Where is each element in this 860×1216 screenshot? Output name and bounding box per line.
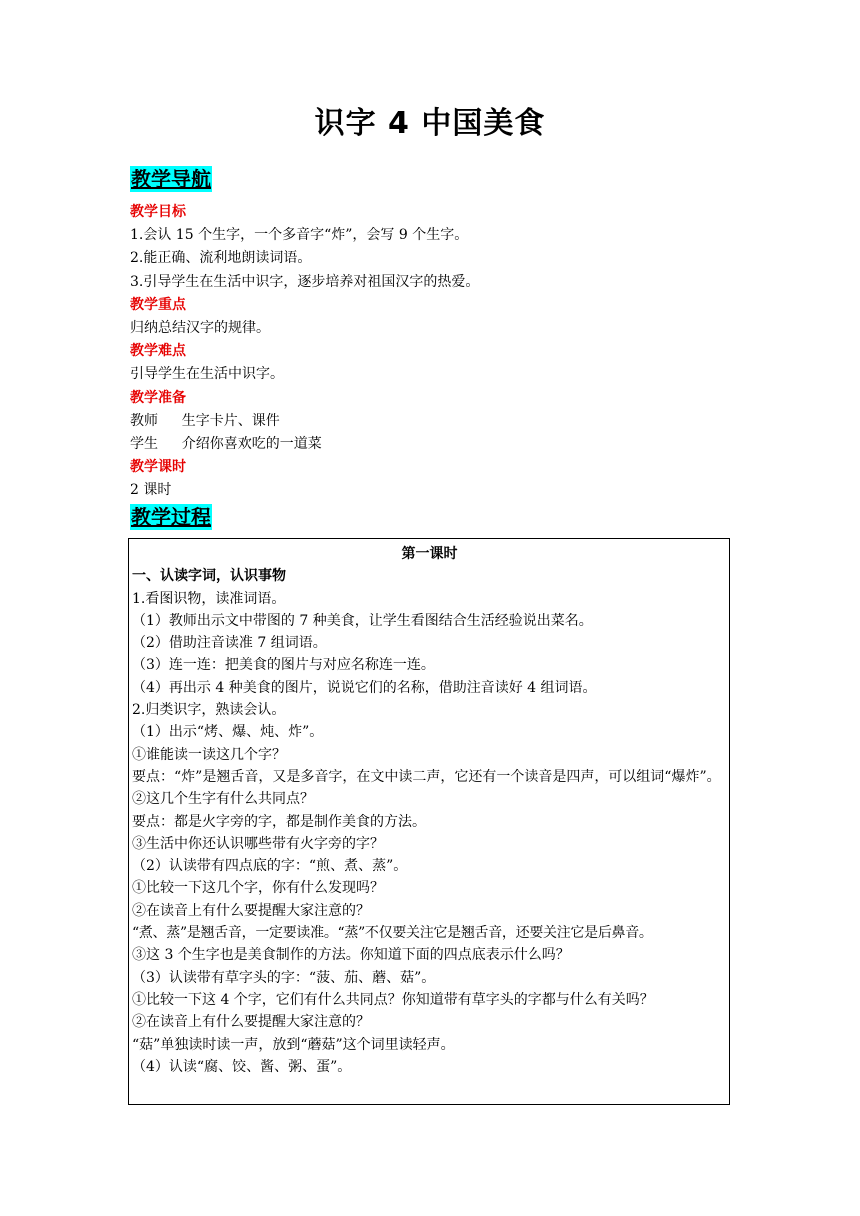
process-line: （2）认读带有四点底的字：“煎、煮、蒸”。 (132, 858, 408, 875)
goal-item: 3.引导学生在生活中识字，逐步培养对祖国汉字的热爱。 (130, 273, 480, 290)
teacher-items: 生字卡片、课件 (181, 412, 280, 429)
process-line: （3）连一连：把美食的图片与对应名称连一连。 (132, 657, 435, 674)
goal-item: 2.能正确、流利地朗读词语。 (130, 250, 312, 267)
teaching-navigation (130, 201, 730, 503)
period-title: 第一课时 (401, 546, 458, 562)
periods-text: 2 课时 (130, 482, 172, 499)
process-line: （4）再出示 4 种美食的图片，说说它们的名称，借助注音读好 4 组词语。 (132, 679, 597, 696)
process-line: 要点：“炸”是翘舌音，又是多音字，在文中读二声，它还有一个读音是四声，可以组词“爆炸”。 (132, 768, 721, 785)
process-line: （1）教师出示文中带图的 7 种美食，让学生看图结合生活经验说出菜名。 (132, 612, 593, 629)
lesson-process-content (129, 539, 729, 1078)
section-heading-teaching-navigation: 教学导航 (131, 167, 211, 191)
periods-label: 教学课时 (130, 459, 186, 476)
student-role: 学生 (130, 436, 158, 453)
section-heading-teaching-process: 教学过程 (131, 505, 211, 529)
page-title: 识字 4 中国美食 (314, 106, 546, 141)
lesson-process-box (128, 538, 730, 1105)
process-line: ③生活中你还认识哪些带有火字旁的字？ (132, 835, 384, 852)
teacher-role: 教师 (130, 412, 158, 429)
process-line: （2）借助注音读准 7 组词语。 (132, 635, 327, 652)
process-line: ①谁能读一读这几个字？ (132, 746, 286, 763)
goal-item: 1.会认 15 个生字，一个多音字“炸”，会写 9 个生字。 (130, 227, 469, 244)
process-line: （1）出示“烤、爆、炖、炸”。 (132, 724, 324, 741)
student-items: 介绍你喜欢吃的一道菜 (181, 436, 322, 453)
goals-label: 教学目标 (130, 204, 186, 220)
section-title: 一、认读字词，认识事物 (132, 568, 286, 585)
process-line: ①比较一下这几个字，你有什么发现吗？ (132, 880, 384, 897)
process-line: ③这 3 个生字也是美食制作的方法。你知道下面的四点底表示什么吗？ (132, 947, 570, 964)
process-line: ②在读音上有什么要提醒大家注意的？ (132, 902, 370, 919)
process-line: （3）认读带有草字头的字：“菠、茄、蘑、菇”。 (132, 969, 436, 986)
student-preparation (130, 433, 730, 456)
difficulty-text: 引导学生在生活中识字。 (130, 366, 284, 383)
difficulty-label: 教学难点 (130, 343, 186, 360)
process-line: ②这几个生字有什么共同点？ (132, 791, 314, 808)
preparation-label: 教学准备 (130, 389, 186, 406)
process-line: ①比较一下这 4 个字，它们有什么共同点？你知道带有草字头的字都与什么有关吗？ (132, 991, 654, 1008)
process-line: （4）认读“腐、饺、酱、粥、蛋”。 (132, 1058, 352, 1075)
key-point-text: 归纳总结汉字的规律。 (130, 320, 270, 337)
process-line: 2.归类识字，熟读会认。 (132, 702, 286, 719)
process-line: “菇”单独读时读一声，放到“蘑菇”这个词里读轻声。 (132, 1036, 455, 1053)
teacher-preparation (130, 410, 730, 433)
process-line: “煮、蒸”是翘舌音，一定要读准。“蒸”不仅要关注它是翘舌音，还要关注它是后鼻音。 (132, 925, 653, 942)
key-point-label: 教学重点 (130, 296, 186, 313)
process-line: 1.看图识物，读准词语。 (132, 590, 286, 607)
process-line: ②在读音上有什么要提醒大家注意的？ (132, 1014, 370, 1031)
process-line: 要点：都是火字旁的字，都是制作美食的方法。 (132, 813, 426, 830)
